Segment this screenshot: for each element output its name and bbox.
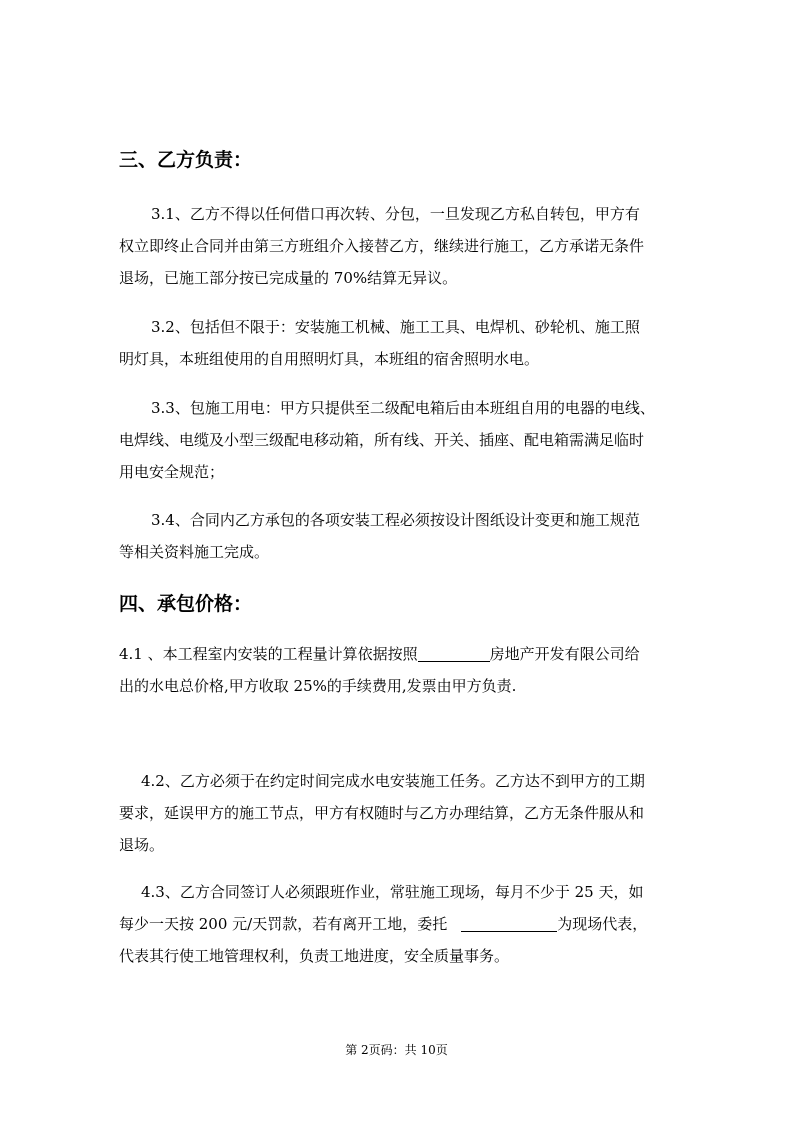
page-footer: 第 2页码：共 10页 bbox=[345, 1043, 448, 1057]
company-name-blank bbox=[418, 643, 490, 662]
section-3-heading: 三、乙方负责： bbox=[119, 149, 253, 171]
clause-3-1-line-3: 退场，已施工部分按已完成量的 70%结算无异议。 bbox=[119, 269, 458, 287]
clause-3-2 bbox=[119, 311, 679, 375]
clause-4-2-line-1: 4.2、乙方必须于在约定时间完成水电安装施工任务。乙方达不到甲方的工期 bbox=[141, 772, 645, 790]
clause-4-3-line-1: 4.3、乙方合同签订人必须跟班作业，常驻施工现场，每月不少于 25 天，如 bbox=[141, 883, 644, 901]
section-4-heading: 四、承包价格： bbox=[119, 593, 253, 615]
clause-3-3 bbox=[119, 392, 679, 488]
clause-3-4 bbox=[119, 504, 679, 568]
clause-4-1-text-after-blank: 房地产开发有限公司给 bbox=[489, 645, 640, 663]
clause-4-1-line-2: 出的水电总价格,甲方收取 25%的手续费用,发票由甲方负责. bbox=[119, 677, 517, 695]
clause-3-1-line-1: 3.1、乙方不得以任何借口再次转、分包，一旦发现乙方私自转包，甲方有 bbox=[151, 205, 640, 223]
clause-4-2-line-3: 退场。 bbox=[119, 836, 165, 854]
clause-4-1-text-before-blank: 4.1 、本工程室内安装的工程量计算依据按照 bbox=[119, 645, 418, 663]
representative-name-blank bbox=[461, 913, 557, 932]
clause-3-1-line-2: 权立即终止合同并由第三方班组介入接替乙方，继续进行施工，乙方承诺无条件 bbox=[119, 237, 645, 255]
clause-3-2-line-2: 明灯具，本班组使用的自用照明灯具，本班组的宿舍照明水电。 bbox=[119, 350, 540, 368]
clause-4-2 bbox=[119, 765, 679, 861]
clause-3-4-line-1: 3.4、合同内乙方承包的各项安装工程必须按设计图纸设计变更和施工规范 bbox=[151, 511, 640, 529]
clause-3-3-line-3: 用电安全规范； bbox=[119, 463, 225, 481]
clause-4-3-text-after-blank: 为现场代表， bbox=[557, 915, 648, 933]
clause-4-3-text-before-blank: 每少一天按 200 元/天罚款，若有离开工地，委托 bbox=[119, 915, 448, 933]
clause-3-3-line-2: 电焊线、电缆及小型三级配电移动箱，所有线、开关、插座、配电箱需满足临时 bbox=[119, 431, 645, 449]
clause-4-2-line-2: 要求，延误甲方的施工节点，甲方有权随时与乙方办理结算，乙方无条件服从和 bbox=[119, 804, 645, 822]
clause-3-1 bbox=[119, 198, 679, 294]
clause-4-1-line-1 bbox=[119, 638, 679, 670]
clause-4-3-line-2 bbox=[119, 908, 679, 940]
clause-4-3-line-3: 代表其行使工地管理权利，负责工地进度，安全质量事务。 bbox=[119, 947, 510, 965]
clause-4-1 bbox=[119, 638, 679, 702]
clause-4-3 bbox=[119, 876, 679, 972]
clause-3-4-line-2: 等相关资料施工完成。 bbox=[119, 543, 270, 561]
clause-3-2-line-1: 3.2、包括但不限于：安装施工机械、施工工具、电焊机、砂轮机、施工照 bbox=[151, 318, 640, 336]
clause-3-3-line-1: 3.3、包施工用电：甲方只提供至二级配电箱后由本班组自用的电器的电线、 bbox=[151, 399, 655, 417]
